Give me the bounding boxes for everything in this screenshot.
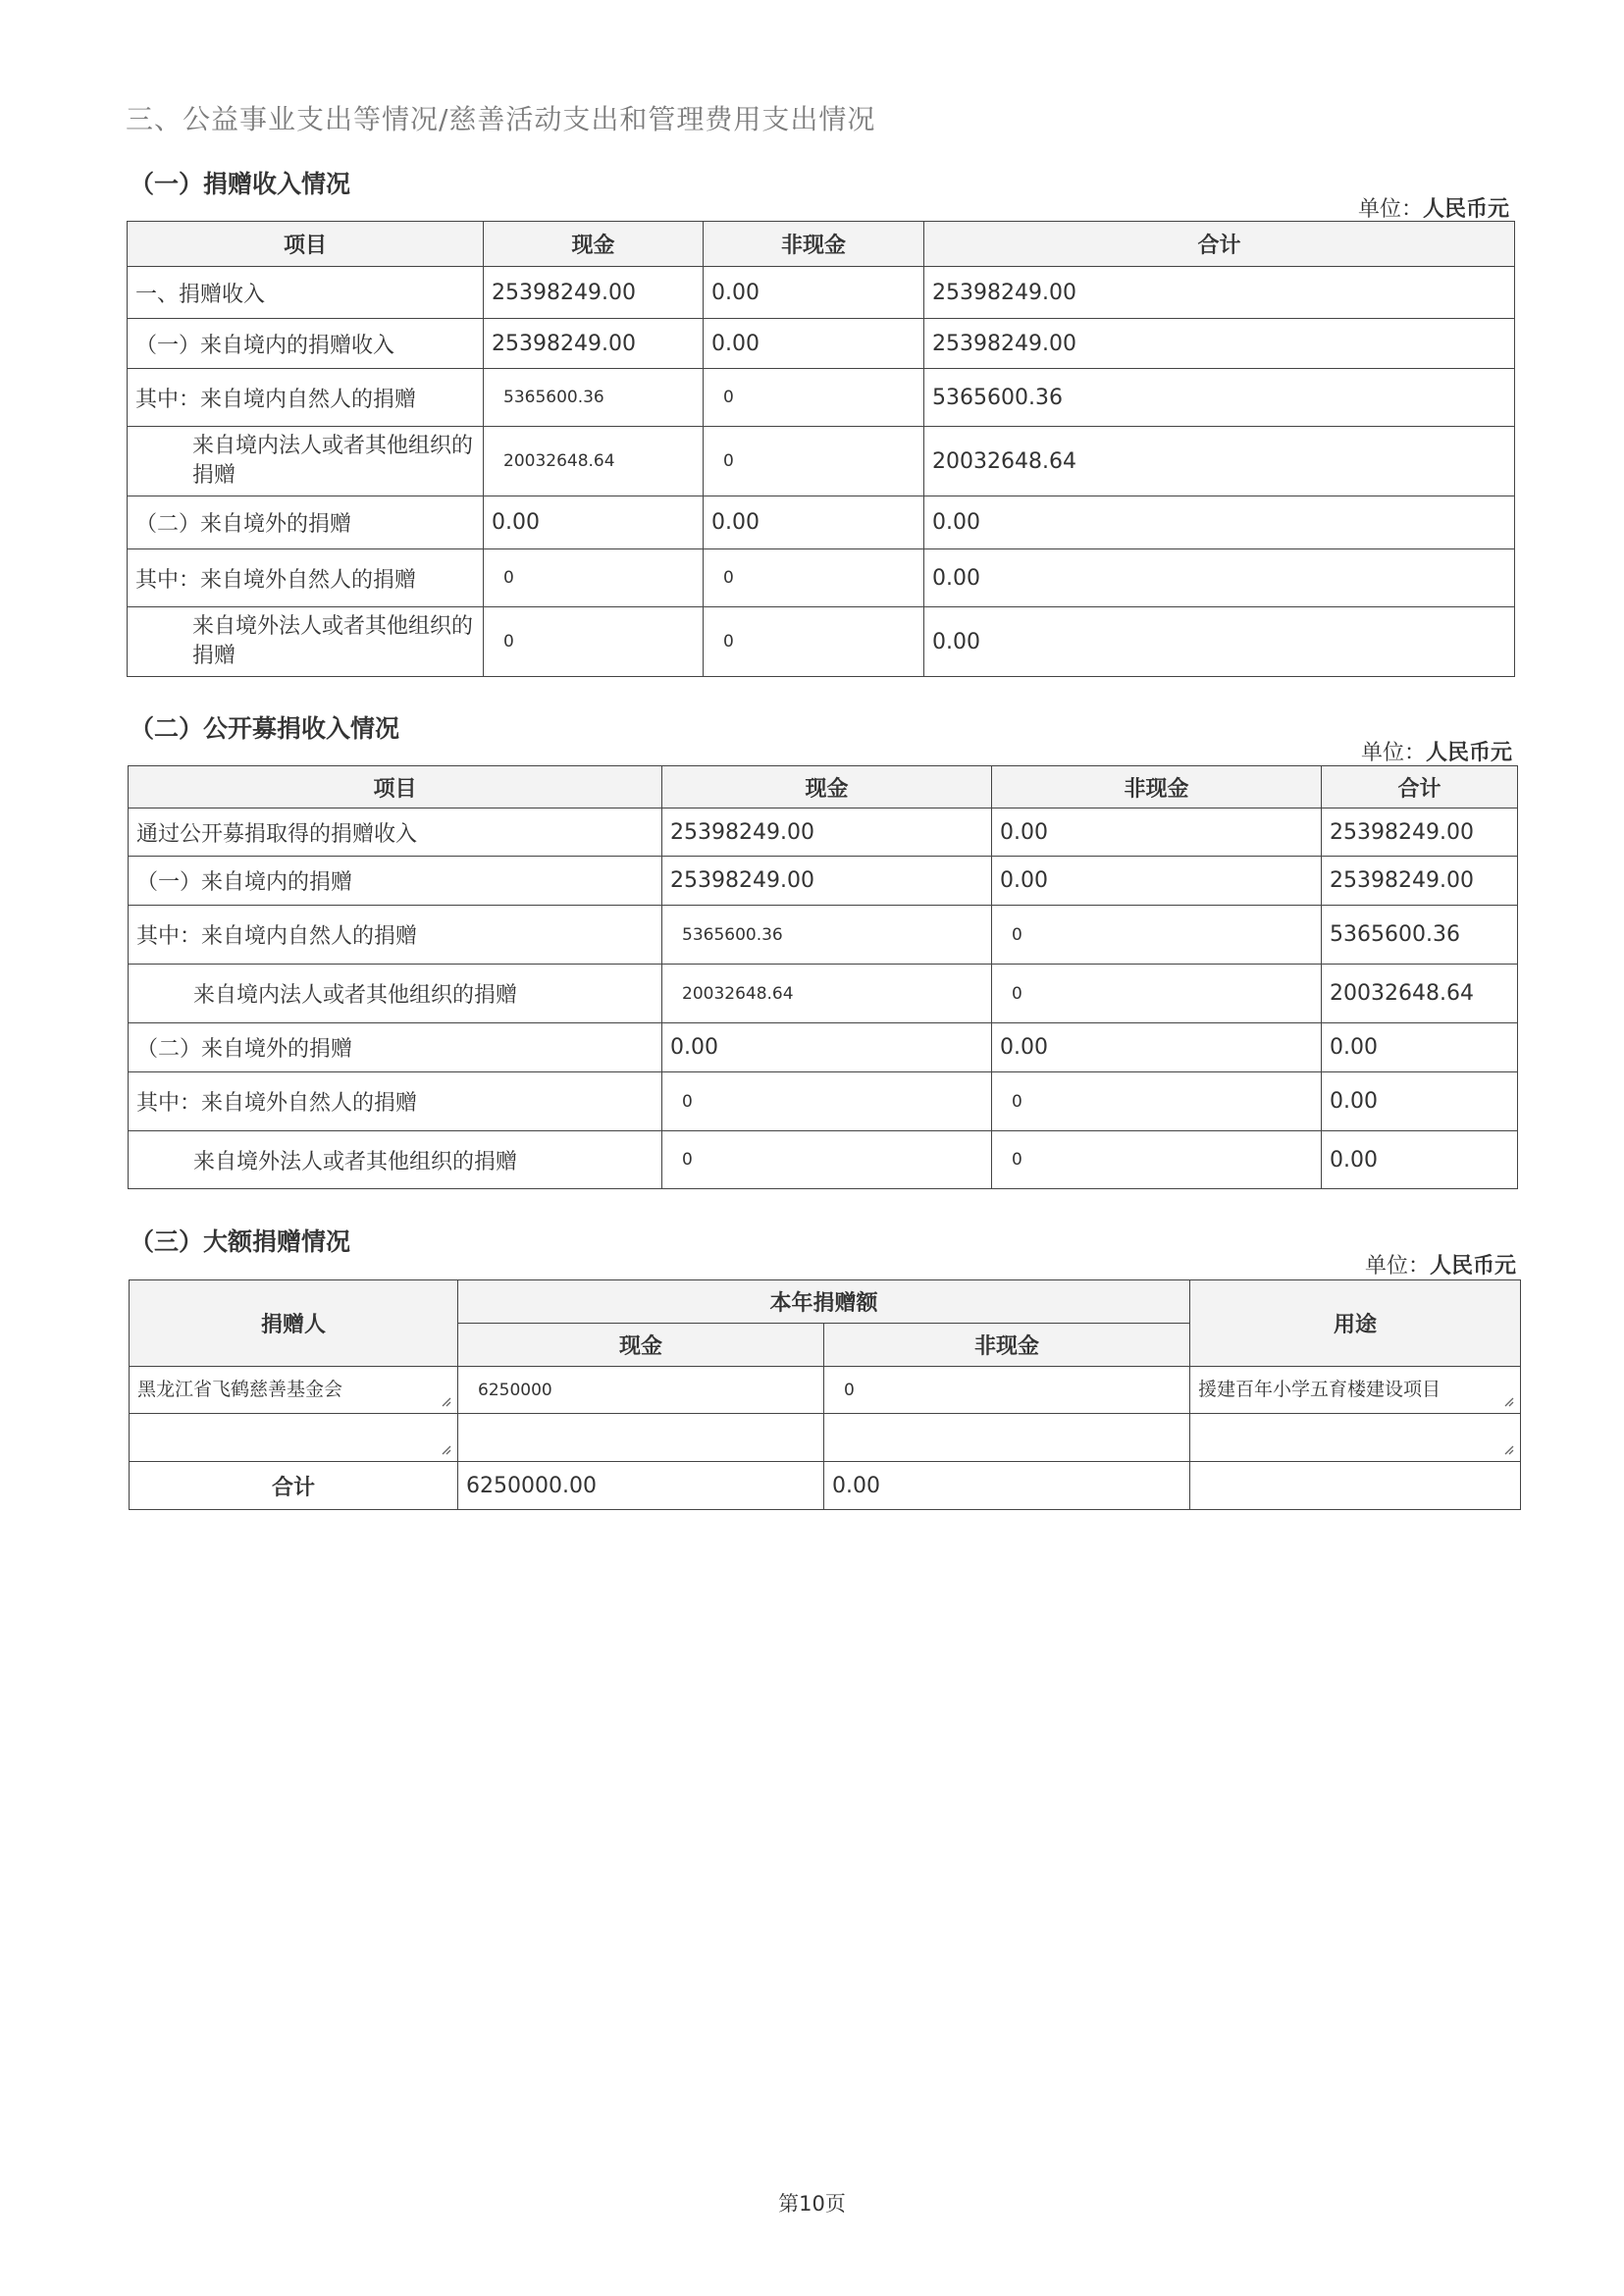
section2-title: （二）公开募捐收入情况: [130, 714, 400, 743]
purpose-field[interactable]: [1190, 1367, 1521, 1414]
purpose-text: 援建百年小学五育楼建设项目: [1198, 1379, 1441, 1400]
cell: 0.00: [924, 607, 1515, 677]
cell: 25398249.00: [1322, 857, 1518, 906]
col-header-donor: 捐赠人: [130, 1280, 458, 1367]
section1-unit: [1358, 192, 1509, 223]
table-header-row: [130, 1280, 1521, 1324]
cell: 0: [484, 549, 704, 607]
cell: 0.00: [704, 267, 924, 319]
cell: [458, 1414, 824, 1462]
row-label: 来自境外法人或者其他组织的捐赠: [129, 1131, 662, 1189]
col-header: 合计: [924, 222, 1515, 267]
row-label: 一、捐赠收入: [128, 267, 484, 319]
total-label: 合计: [130, 1462, 458, 1510]
page-title: 三、公益事业支出等情况/慈善活动支出和管理费用支出情况: [126, 103, 876, 135]
cell: 0.00: [484, 496, 704, 549]
cell: 0.00: [662, 1023, 992, 1072]
col-header: 非现金: [704, 222, 924, 267]
cell: 0: [992, 1131, 1322, 1189]
row-label: 其中：来自境外自然人的捐赠: [128, 549, 484, 607]
cell: 0.00: [924, 549, 1515, 607]
col-header: 现金: [662, 766, 992, 809]
resize-handle-icon[interactable]: [1502, 1395, 1514, 1407]
cell: 25398249.00: [484, 267, 704, 319]
cell: 25398249.00: [662, 809, 992, 857]
total-row: [130, 1462, 1521, 1510]
table-row: [129, 809, 1518, 857]
cell: 25398249.00: [484, 319, 704, 369]
cell: 25398249.00: [1322, 809, 1518, 857]
table-row: [128, 607, 1515, 677]
table-row: [128, 496, 1515, 549]
cell: 0: [704, 607, 924, 677]
cell: 0: [992, 906, 1322, 965]
cell: 25398249.00: [662, 857, 992, 906]
col-header: 项目: [129, 766, 662, 809]
cell: 25398249.00: [924, 267, 1515, 319]
row-label: （一）来自境内的捐赠收入: [128, 319, 484, 369]
resize-handle-icon[interactable]: [440, 1395, 451, 1407]
col-header: 非现金: [992, 766, 1322, 809]
cell: 0: [704, 369, 924, 427]
cell: [824, 1414, 1190, 1462]
cell: 5365600.36: [662, 906, 992, 965]
cell: 0: [704, 427, 924, 496]
table-row: [129, 1023, 1518, 1072]
cell: 0.00: [1322, 1131, 1518, 1189]
cell: 0.00: [1322, 1023, 1518, 1072]
row-label: 来自境内法人或者其他组织的捐赠: [128, 427, 484, 496]
section1-title: （一）捐赠收入情况: [130, 170, 351, 198]
cell: 0: [662, 1072, 992, 1131]
cell: 20032648.64: [662, 965, 992, 1023]
donor-field[interactable]: [130, 1367, 458, 1414]
donor-field[interactable]: [130, 1414, 458, 1462]
col-header-purpose: 用途: [1190, 1280, 1521, 1367]
table-header-row: [128, 222, 1515, 267]
cell: 0: [704, 549, 924, 607]
section3-title: （三）大额捐赠情况: [130, 1227, 351, 1256]
cell: 0.00: [924, 496, 1515, 549]
table-row: [129, 965, 1518, 1023]
section3-unit: [1365, 1249, 1516, 1279]
unit-value: 人民币元: [1425, 741, 1512, 765]
cell: 0.00: [992, 809, 1322, 857]
cell: 25398249.00: [924, 319, 1515, 369]
cell: 20032648.64: [1322, 965, 1518, 1023]
table-row: [128, 369, 1515, 427]
major-donations-table: [129, 1279, 1521, 1510]
resize-handle-icon[interactable]: [440, 1443, 451, 1455]
donor-name: 黑龙江省飞鹤慈善基金会: [137, 1379, 343, 1400]
public-fundraising-table: [128, 765, 1518, 1189]
cell: 6250000: [458, 1367, 824, 1414]
col-header-amount: 本年捐赠额: [458, 1280, 1190, 1324]
cell: 0: [824, 1367, 1190, 1414]
resize-handle-icon[interactable]: [1502, 1443, 1514, 1455]
cell: 5365600.36: [484, 369, 704, 427]
col-header: 现金: [484, 222, 704, 267]
unit-label: 单位：: [1364, 1254, 1430, 1278]
purpose-field[interactable]: [1190, 1414, 1521, 1462]
table-row: [128, 427, 1515, 496]
cell: 5365600.36: [924, 369, 1515, 427]
row-label: 其中：来自境外自然人的捐赠: [129, 1072, 662, 1131]
cell: 0: [992, 965, 1322, 1023]
cell: 0.00: [704, 319, 924, 369]
section2-unit: [1361, 736, 1512, 766]
cell: 0.00: [992, 1023, 1322, 1072]
col-header: 项目: [128, 222, 484, 267]
row-label: 其中：来自境内自然人的捐赠: [129, 906, 662, 965]
table-row: [129, 1072, 1518, 1131]
row-label: 来自境内法人或者其他组织的捐赠: [129, 965, 662, 1023]
unit-value: 人民币元: [1422, 197, 1509, 222]
table-row: [128, 549, 1515, 607]
table-row: [129, 906, 1518, 965]
row-label: 其中：来自境内自然人的捐赠: [128, 369, 484, 427]
col-header: 合计: [1322, 766, 1518, 809]
cell: 0.00: [1322, 1072, 1518, 1131]
table-row: [130, 1414, 1521, 1462]
col-header-cash: 现金: [458, 1324, 824, 1367]
cell: 20032648.64: [484, 427, 704, 496]
cell: 0: [484, 607, 704, 677]
donation-income-table: [127, 221, 1515, 677]
table-header-row: [129, 766, 1518, 809]
row-label: （一）来自境内的捐赠: [129, 857, 662, 906]
total-purpose: [1190, 1462, 1521, 1510]
unit-value: 人民币元: [1429, 1254, 1516, 1278]
col-header-noncash: 非现金: [824, 1324, 1190, 1367]
row-label: 来自境外法人或者其他组织的捐赠: [128, 607, 484, 677]
table-row: [129, 1131, 1518, 1189]
total-noncash: 0.00: [824, 1462, 1190, 1510]
page-number: 第10页: [778, 2192, 846, 2216]
unit-label: 单位：: [1357, 197, 1423, 222]
row-label: 通过公开募捐取得的捐赠收入: [129, 809, 662, 857]
row-label: （二）来自境外的捐赠: [129, 1023, 662, 1072]
table-row: [129, 857, 1518, 906]
unit-label: 单位：: [1360, 741, 1426, 765]
cell: 20032648.64: [924, 427, 1515, 496]
cell: 0.00: [992, 857, 1322, 906]
table-row: [130, 1367, 1521, 1414]
table-row: [128, 267, 1515, 319]
table-row: [128, 319, 1515, 369]
cell: 5365600.36: [1322, 906, 1518, 965]
cell: 0: [992, 1072, 1322, 1131]
total-cash: 6250000.00: [458, 1462, 824, 1510]
cell: 0.00: [704, 496, 924, 549]
cell: 0: [662, 1131, 992, 1189]
row-label: （二）来自境外的捐赠: [128, 496, 484, 549]
